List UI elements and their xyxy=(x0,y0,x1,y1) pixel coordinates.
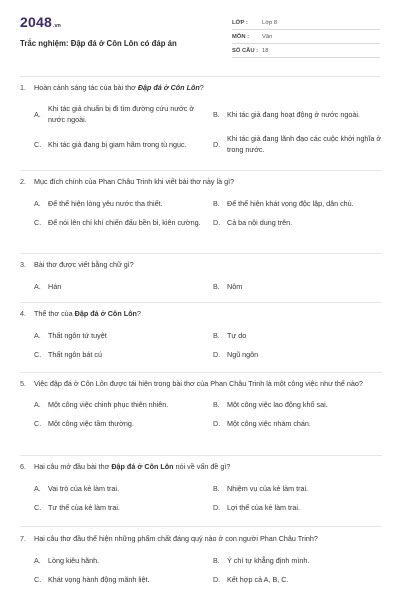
answer-grid xyxy=(20,483,382,521)
question-number: 1. xyxy=(20,83,26,92)
divider xyxy=(20,455,382,456)
answer-grid xyxy=(20,103,382,163)
logo-tld: .vn xyxy=(52,23,61,29)
answer-option[interactable]: C. Khi tác giả đang bị giam hãm trong tù ngục. xyxy=(34,139,187,149)
question-text: Hoàn cảnh sáng tác của bài thơ Đập đá ở Côn Lôn? xyxy=(34,83,204,92)
answer-option[interactable]: C. Tư thế của kẻ làm trai. xyxy=(34,503,120,512)
meta-row-class xyxy=(232,16,380,30)
answer-option[interactable]: A. Hán xyxy=(34,282,62,291)
question-number: 5. xyxy=(20,379,26,388)
answer-grid xyxy=(20,555,382,593)
question-2 xyxy=(20,176,382,236)
answer-option[interactable]: D. Kết hợp cả A, B, C. xyxy=(213,575,289,584)
answer-option[interactable]: B. Để thể hiện khát vọng độc lập, dân chủ. xyxy=(213,199,354,208)
divider xyxy=(20,302,382,303)
question-text: Hai câu mở đầu bài thơ Đập đá ở Côn Lôn nói về vấn đề gì? xyxy=(34,462,231,471)
meta-table xyxy=(232,16,380,68)
meta-key: MÔN : xyxy=(232,33,250,40)
divider xyxy=(20,253,382,254)
question-number: 4. xyxy=(20,309,26,318)
brand-block xyxy=(20,14,177,68)
question-number: 3. xyxy=(20,260,26,269)
question-text: Bài thơ được viết bằng chữ gì? xyxy=(34,260,134,269)
meta-key: LỚP : xyxy=(232,19,248,26)
answer-option[interactable]: D. Khi tác giả đang lãnh đạo các cuộc khởi nghĩa ở trong nước. xyxy=(213,134,382,154)
question-number: 6. xyxy=(20,462,26,471)
question-text: Thể thơ của Đập đá ở Côn Lôn? xyxy=(34,309,141,318)
answer-option[interactable]: A. Vai trò của kẻ làm trai. xyxy=(34,484,119,493)
answer-grid xyxy=(20,281,382,300)
question-text: Mục đích chính của Phan Châu Trinh khi viết bài thơ này là gì? xyxy=(34,177,235,186)
answer-option[interactable]: B. Nhiệm vụ của kẻ làm trai. xyxy=(213,484,309,493)
meta-row-subject xyxy=(232,30,380,44)
answer-option[interactable]: B. Ý chí tự khẳng định mình. xyxy=(213,556,310,565)
question-text: Hai câu thơ đầu thể hiện những phẩm chất đáng quý nào ở con người Phan Châu Trinh? xyxy=(34,534,318,543)
answer-option[interactable]: B. Khi tác giả đang hoạt động ở nước ngoài. xyxy=(213,109,360,119)
logo-name: 2048 xyxy=(20,14,52,30)
answer-option[interactable]: A. Để thể hiện lòng yêu nước tha thiết. xyxy=(34,199,163,208)
meta-value: 18 xyxy=(262,47,269,54)
answer-option[interactable]: C. Thất ngôn bát cú xyxy=(34,350,102,359)
answer-option[interactable]: B. Nôm xyxy=(213,282,243,291)
logo[interactable] xyxy=(20,14,177,30)
question-7 xyxy=(20,533,382,593)
divider xyxy=(20,526,382,527)
answer-option[interactable]: A. Lòng kiêu hãnh. xyxy=(34,556,100,565)
meta-value: Văn xyxy=(262,33,273,40)
meta-value: Lớp 8 xyxy=(262,19,278,26)
answer-option[interactable]: C. Khát vọng hành động mãnh liệt. xyxy=(34,575,150,584)
question-1 xyxy=(20,82,382,163)
answer-option[interactable]: D. Ngũ ngôn xyxy=(213,350,259,359)
answer-grid xyxy=(20,399,382,437)
answer-option[interactable]: D. Một công việc nhàm chán. xyxy=(213,419,311,428)
answer-option[interactable]: A. Khi tác giả chuẩn bị đi tìm đường cứu nước ở nước ngoài. xyxy=(34,104,195,124)
meta-key: SỐ CÂU : xyxy=(232,47,259,54)
answer-grid xyxy=(20,198,382,236)
question-5 xyxy=(20,378,382,437)
answer-option[interactable]: C. Một công việc tầm thường. xyxy=(34,419,134,428)
question-6 xyxy=(20,461,382,521)
answer-option[interactable]: D. Lợi thế của kẻ làm trai. xyxy=(213,503,301,512)
answer-option[interactable]: D. Cả ba nội dung trên. xyxy=(213,218,293,227)
answer-option[interactable]: A. Một công việc chinh phục thiên nhiên. xyxy=(34,400,169,409)
answer-option[interactable]: B. Một công việc lao động khổ sai. xyxy=(213,400,328,409)
question-3 xyxy=(20,259,382,300)
header xyxy=(20,14,380,68)
divider xyxy=(20,170,382,171)
answer-option[interactable]: A. Thất ngôn tứ tuyệt xyxy=(34,331,107,340)
header-divider xyxy=(20,76,380,77)
divider xyxy=(20,372,382,373)
answer-option[interactable]: B. Tự do xyxy=(213,331,247,340)
page-title: Trắc nghiệm: Đập đá ở Côn Lôn có đáp án xyxy=(20,39,177,48)
question-number: 2. xyxy=(20,177,26,186)
answer-option[interactable]: C. Để nói lên chí khí chiến đấu bền bỉ, kiên cường. xyxy=(34,218,201,227)
question-number: 7. xyxy=(20,534,26,543)
question-text: Việc đập đá ở Côn Lôn được tái hiện trong bài thơ của Phan Châu Trinh là một công việc như thế nào? xyxy=(34,379,363,388)
question-4 xyxy=(20,308,382,368)
meta-row-count xyxy=(232,44,380,58)
answer-grid xyxy=(20,330,382,368)
